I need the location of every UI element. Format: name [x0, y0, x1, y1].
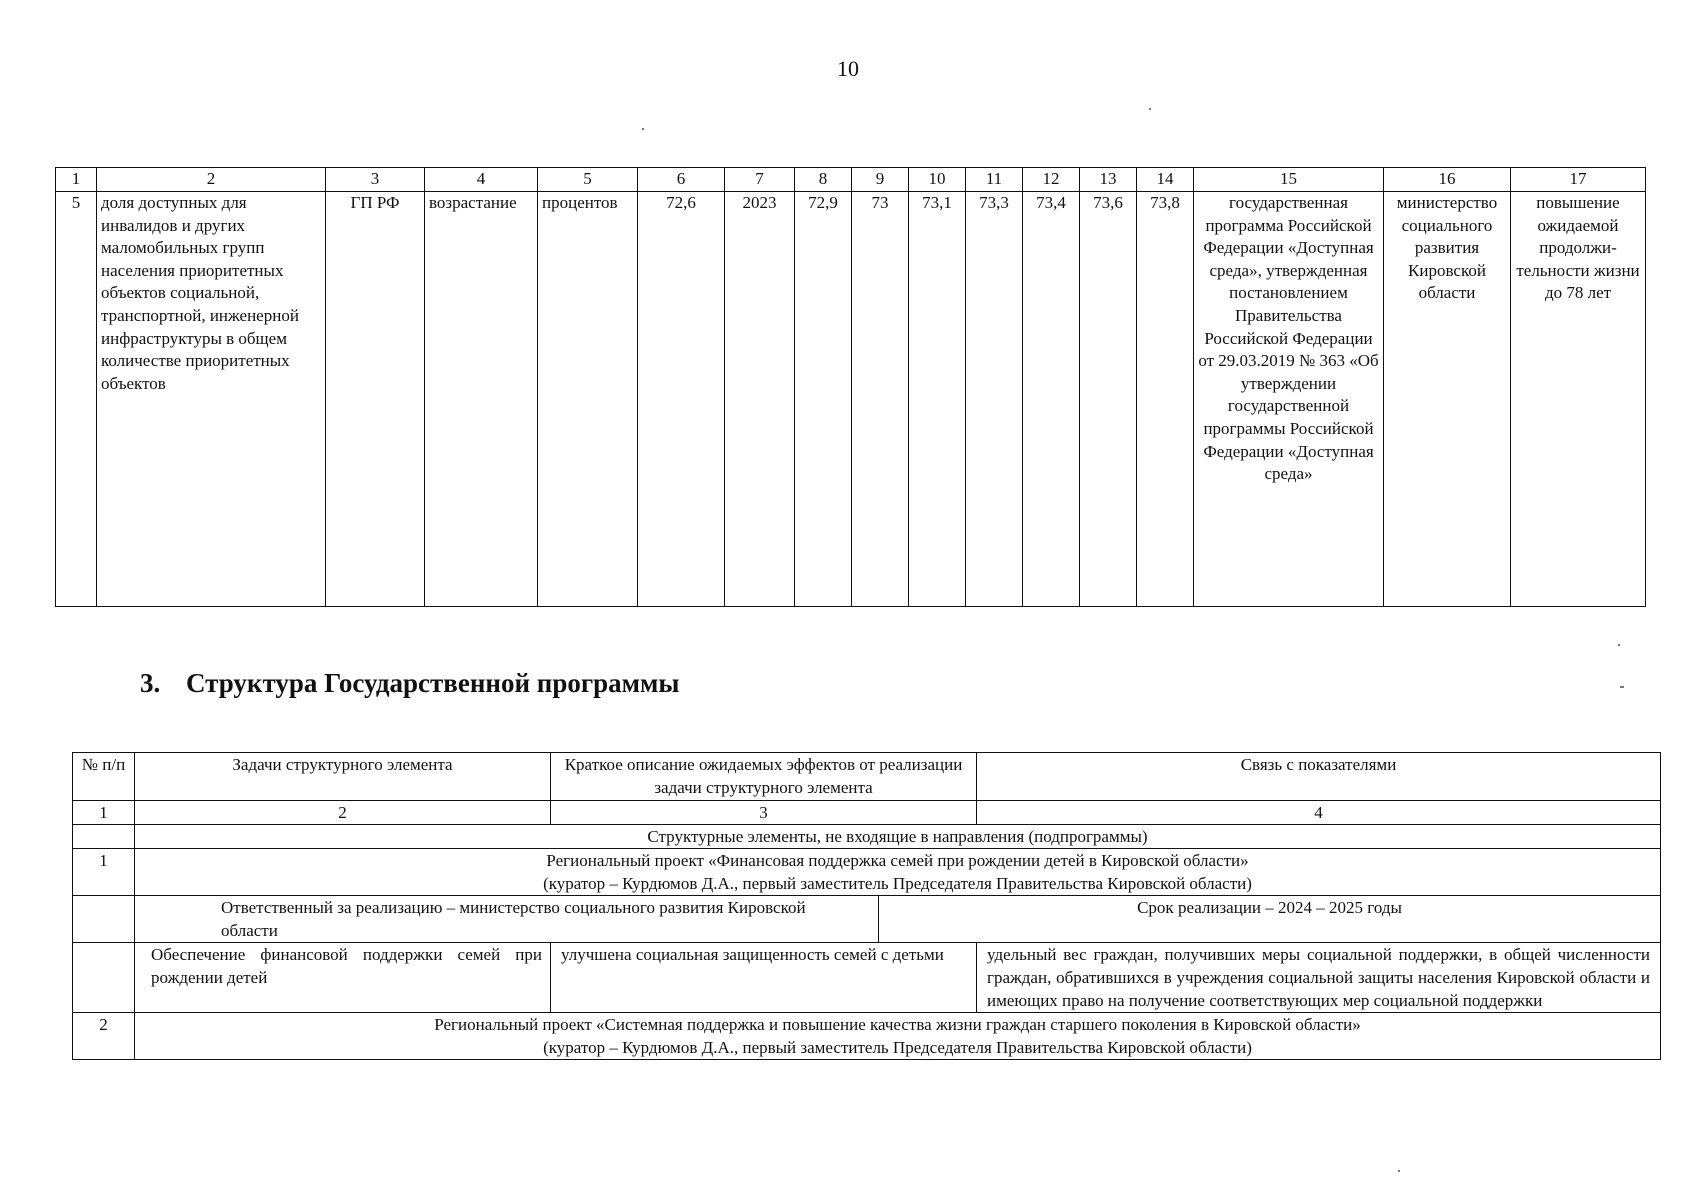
col-header: Краткое описание ожидаемых эффектов от реализации задачи структурного элемента	[551, 753, 977, 801]
structure-header-row	[73, 753, 1661, 801]
col-header: 10	[909, 168, 966, 192]
scan-speck	[1149, 108, 1151, 110]
year-value: 73,6	[1080, 192, 1137, 607]
col-header: 17	[1511, 168, 1646, 192]
project-cell	[135, 849, 1661, 896]
project-row	[73, 1013, 1661, 1060]
col-header: 12	[1023, 168, 1080, 192]
col-header: Задачи структурного элемента	[135, 753, 551, 801]
col-header: 11	[966, 168, 1023, 192]
project-title: Региональный проект «Финансовая поддержка семей при рождении детей в Кировской области»	[546, 851, 1249, 870]
col-number: 3	[551, 801, 977, 825]
project-row	[73, 849, 1661, 896]
year-value: 72,9	[795, 192, 852, 607]
task-row	[73, 943, 1661, 1013]
year-value: 73,3	[966, 192, 1023, 607]
indicator-table	[55, 167, 1646, 607]
year-value: 73	[852, 192, 909, 607]
indicator-trend: возрастание	[425, 192, 538, 607]
empty-cell	[73, 825, 135, 849]
indicator-header-row	[56, 168, 1646, 192]
project-number: 1	[73, 849, 135, 896]
section-heading	[140, 668, 679, 699]
col-number: 2	[135, 801, 551, 825]
scan-speck	[1398, 1170, 1400, 1172]
empty-cell	[73, 943, 135, 1013]
project-curator: (куратор – Курдюмов Д.А., первый заместитель Председателя Правительства Кировской области)	[543, 874, 1252, 893]
structure-col-number-row	[73, 801, 1661, 825]
project-cell	[135, 1013, 1661, 1060]
responsible-row	[73, 896, 1661, 943]
year-value: 73,8	[1137, 192, 1194, 607]
project-curator: (куратор – Курдюмов Д.А., первый заместитель Председателя Правительства Кировской области)	[543, 1038, 1252, 1057]
indicator-row	[56, 192, 1646, 607]
col-header: 13	[1080, 168, 1137, 192]
col-header: 16	[1384, 168, 1511, 192]
page-number: 10	[837, 56, 859, 81]
year-value: 73,1	[909, 192, 966, 607]
col-header: 5	[538, 168, 638, 192]
effect-cell: улучшена социальная защищенность семей с детьми	[551, 943, 977, 1013]
indicator-name: доля доступных для инвалидов и других маломобильных групп населения приоритетных объектов социальной, транспортной, инженерной инфраструктуры в общем количестве приоритетных объектов	[97, 192, 326, 607]
structure-table	[72, 752, 1661, 1060]
group-title: Структурные элементы, не входящие в направления (подпрограммы)	[135, 825, 1661, 849]
col-header: 2	[97, 168, 326, 192]
base-year: 2023	[725, 192, 795, 607]
scan-speck	[1620, 686, 1624, 688]
national-goal-link: повышение ожидаемой продолжи-тельности жизни до 78 лет	[1511, 192, 1646, 607]
col-header: 9	[852, 168, 909, 192]
indicator-level: ГП РФ	[326, 192, 425, 607]
col-header: № п/п	[73, 753, 135, 801]
col-number: 1	[73, 801, 135, 825]
col-header: 1	[56, 168, 97, 192]
col-header: 15	[1194, 168, 1384, 192]
scan-speck	[642, 128, 644, 130]
row-number: 5	[56, 192, 97, 607]
responsible-body: министерство социального развития Кировской области	[1384, 192, 1511, 607]
indicator-link-cell: удельный вес граждан, получивших меры социальной поддержки, в общей численности граждан, обратившихся в учреждения социальной защиты населения Кировской области и имеющих право на получение соответствующих мер социальной поддержки	[977, 943, 1661, 1013]
base-value: 72,6	[638, 192, 725, 607]
group-row	[73, 825, 1661, 849]
responsible-cell: Ответственный за реализацию – министерство социального развития Кировской области	[135, 896, 879, 943]
indicator-unit: процентов	[538, 192, 638, 607]
term-cell: Срок реализации – 2024 – 2025 годы	[879, 896, 1661, 943]
year-value: 73,4	[1023, 192, 1080, 607]
scan-speck	[1618, 644, 1620, 646]
section-title: Структура Государственной программы	[186, 668, 680, 698]
col-header: 3	[326, 168, 425, 192]
project-number: 2	[73, 1013, 135, 1060]
col-header: 7	[725, 168, 795, 192]
col-header: 8	[795, 168, 852, 192]
col-header: 4	[425, 168, 538, 192]
document-reference: государственная программа Российской Федерации «Доступная среда», утвержденная постановлением Правительства Российской Федерации от 29.03.2019 № 363 «Об утверждении государственной программы Российской Федерации «Доступная среда»	[1194, 192, 1384, 607]
empty-cell	[73, 896, 135, 943]
task-cell: Обеспечение финансовой поддержки семей при рождении детей	[135, 943, 551, 1013]
col-header: 6	[638, 168, 725, 192]
section-number: 3.	[140, 668, 161, 698]
project-title: Региональный проект «Системная поддержка и повышение качества жизни граждан старшего поколения в Кировской области»	[434, 1015, 1361, 1034]
col-header: 14	[1137, 168, 1194, 192]
col-header: Связь с показателями	[977, 753, 1661, 801]
col-number: 4	[977, 801, 1661, 825]
